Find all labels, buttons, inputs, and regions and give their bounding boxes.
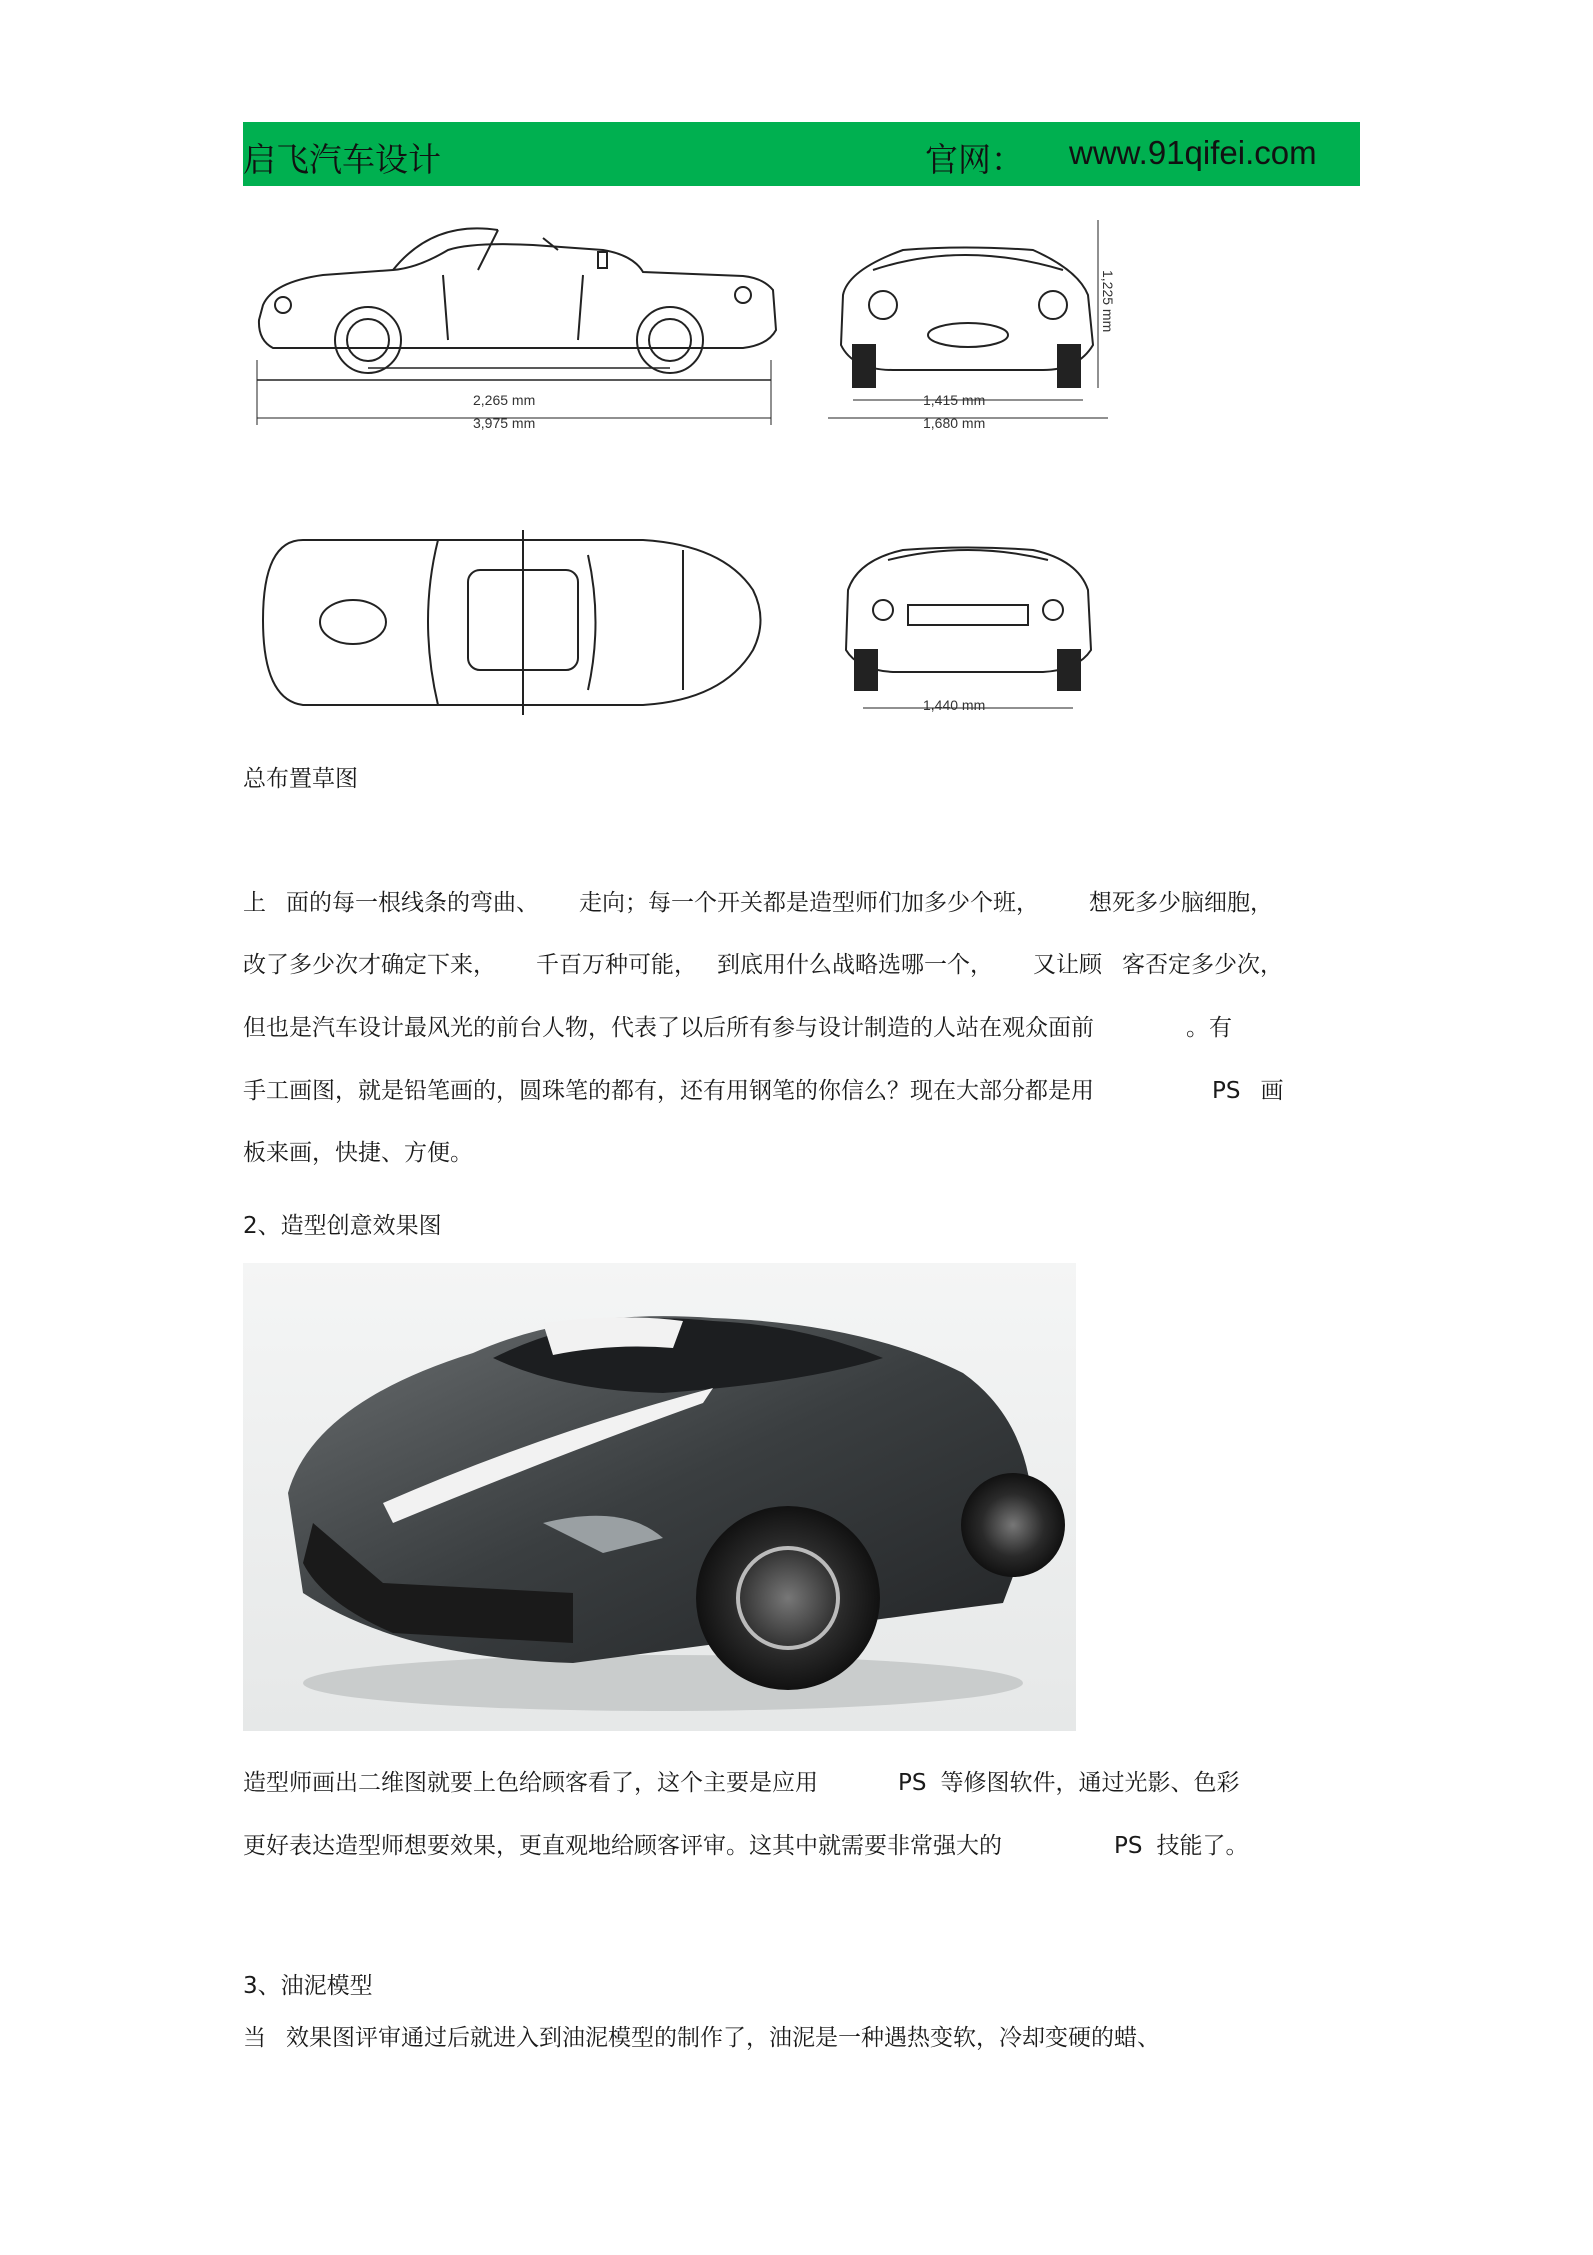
front-view — [828, 220, 1108, 418]
paragraph-line: 上 面的每一根线条的弯曲、 走向；每一个开关都是造型师们加多少个班， 想死多少脑细胞， — [243, 890, 1273, 916]
top-view — [263, 530, 761, 715]
rear-track-label: 1,440 mm — [923, 697, 986, 713]
section-heading-3: 3、油泥模型 — [243, 1973, 373, 1999]
front-width-label: 1,680 mm — [923, 415, 986, 431]
side-wheelbase-label: 2,265 mm — [473, 392, 536, 408]
paragraph-line: 当 效果图评审通过后就进入到油泥模型的制作了，油泥是一种遇热变软，冷却变硬的蜡、 — [243, 2025, 1160, 2051]
side-length-label: 3,975 mm — [473, 415, 536, 431]
drawing-caption: 总布置草图 — [243, 766, 358, 792]
car-render-image — [243, 1263, 1076, 1731]
site-url-link[interactable]: www.91qifei.com — [1069, 134, 1317, 171]
paragraph-line: 造型师画出二维图就要上色给顾客看了，这个主要是应用 PS 等修图软件，通过光影、色彩 — [243, 1770, 1240, 1796]
rear-view — [846, 548, 1091, 709]
front-height-label: 1,225 mm — [1100, 270, 1116, 333]
site-label: 官网： — [925, 140, 1024, 179]
paragraph-line: 板来画，快捷、方便。 — [243, 1140, 473, 1166]
paragraph-line: 改了多少次才确定下来， 千百万种可能， 到底用什么战略选哪一个， 又让顾 客否定多少次， — [243, 952, 1283, 978]
car-layout-drawing — [243, 210, 1116, 730]
front-track-label: 1,415 mm — [923, 392, 986, 408]
header-banner — [243, 122, 1360, 186]
paragraph-line: 更好表达造型师想要效果，更直观地给顾客评审。这其中就需要非常强大的 PS 技能了。 — [243, 1833, 1249, 1859]
paragraph-line: 手工画图，就是铅笔画的，圆珠笔的都有，还有用钢笔的你信么？现在大部分都是用 PS 画 — [243, 1078, 1284, 1104]
brand-title: 启飞汽车设计 — [243, 140, 441, 179]
section-heading-2: 2、造型创意效果图 — [243, 1213, 442, 1239]
paragraph-line: 但也是汽车设计最风光的前台人物，代表了以后所有参与设计制造的人站在观众面前 。有 — [243, 1015, 1232, 1041]
